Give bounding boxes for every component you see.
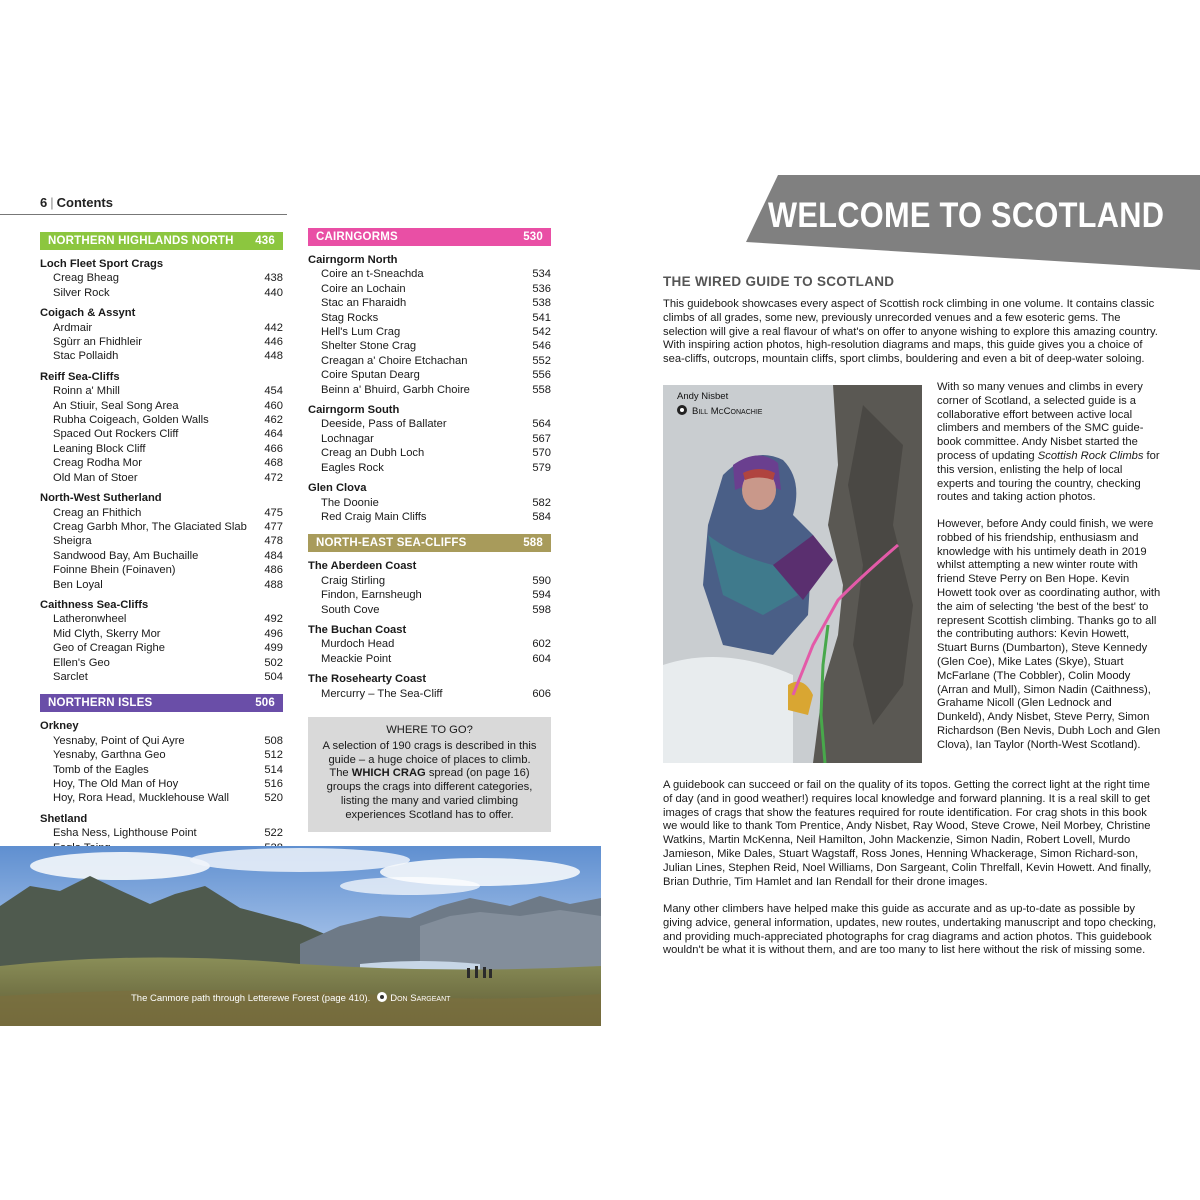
crag-entry <box>40 427 283 441</box>
crag-entry <box>40 748 283 762</box>
crag-page-number: 504 <box>264 670 283 683</box>
crag-page-number: 440 <box>264 286 283 299</box>
camera-icon <box>677 405 687 415</box>
where-to-go-title: WHERE TO GO? <box>386 724 473 736</box>
crag-name: Coire an Lochain <box>321 282 406 295</box>
crag-entry <box>40 471 283 485</box>
crag-name: Leaning Block Cliff <box>53 442 146 455</box>
crag-entry <box>40 534 283 548</box>
crag-entry <box>308 296 551 310</box>
crag-name: Creag an Fhithich <box>53 506 142 519</box>
crag-entry <box>40 321 283 335</box>
region-page-number: 506 <box>255 697 275 710</box>
area-title: Cairngorm South <box>308 404 400 417</box>
crag-entry <box>308 687 551 701</box>
photo-credit-photographer <box>677 405 762 417</box>
crag-name: Ardmair <box>53 321 93 334</box>
crag-page-number: 508 <box>264 734 283 747</box>
crag-name: Mercurry – The Sea-Cliff <box>321 687 443 700</box>
crag-name: Creag Bheag <box>53 272 119 285</box>
photo-credit-climber: Andy Nisbet <box>677 391 729 402</box>
page-number: 6 <box>40 195 48 210</box>
crag-name: Findon, Earnsheugh <box>321 589 422 602</box>
camera-icon <box>377 992 387 1002</box>
crag-name: Red Craig Main Cliffs <box>321 510 427 523</box>
crag-entry <box>308 588 551 602</box>
contents-column-2 <box>308 228 551 701</box>
page-section-label: Contents <box>56 195 113 210</box>
crag-page-number: 536 <box>532 282 551 295</box>
region-name: CAIRNGORMS <box>316 230 398 243</box>
crag-name: Hoy, Rora Head, Mucklehouse Wall <box>53 792 229 805</box>
crag-entry <box>308 339 551 353</box>
crag-entry <box>308 267 551 281</box>
crag-page-number: 486 <box>264 564 283 577</box>
area-title: The Aberdeen Coast <box>308 560 417 573</box>
area-title: Coigach & Assynt <box>40 307 136 320</box>
crag-page-number: 520 <box>264 792 283 805</box>
crag-name: Beinn a' Bhuird, Garbh Choire <box>321 383 470 396</box>
crag-page-number: 496 <box>264 627 283 640</box>
area-title: Cairngorm North <box>308 254 398 266</box>
crag-entry <box>308 432 551 446</box>
crag-page-number: 570 <box>532 447 551 460</box>
crag-name: Hoy, The Old Man of Hoy <box>53 778 179 790</box>
crag-page-number: 556 <box>532 369 551 382</box>
crag-page-number: 464 <box>264 428 283 441</box>
crag-entry <box>40 384 283 398</box>
crag-name: Yesnaby, Garthna Geo <box>53 749 166 762</box>
welcome-title: WELCOME TO SCOTLAND <box>768 196 1165 235</box>
crag-page-number: 477 <box>264 520 283 533</box>
region-name: NORTH-EAST SEA-CLIFFS <box>316 537 467 550</box>
crag-entry <box>40 763 283 777</box>
crag-entry <box>40 656 283 670</box>
crag-entry <box>40 349 283 363</box>
crag-entry <box>40 641 283 655</box>
section-heading: THE WIRED GUIDE TO SCOTLAND <box>663 274 895 289</box>
crag-entry <box>40 670 283 684</box>
area-title: Shetland <box>40 812 88 825</box>
crag-name: Sarclet <box>53 670 88 683</box>
crag-name: South Cove <box>321 603 380 616</box>
crag-page-number: 558 <box>532 383 551 396</box>
crag-page-number: 472 <box>264 471 283 484</box>
crag-entry <box>40 791 283 805</box>
side-paragraph-2: However, before Andy could finish, we were robbed of his friendship, enthusiasm and knowledge with his untimely death in 2019 whilst attempting a new winter route with friend Steve Perry on Ben Hope. Kevin Howett took over as coordinating author, with the aim of selecting 'the best of the best' to represent Scottish climbing. Thanks go to all the contributing authors: Kevin Howett, Stuart Burns (Dumbarton), Steve Kennedy (Glen Coe), Mike Lates (Skye), Stuart McFarlane (The Cobbler), Colin Moody (Arran and Mull), Simon Nadin (Caithness), Grahame Nicoll (Glen Lednock and Dunkeld), Andy Nisbet, Steve Perry, Simon Richardson (Ben Nevis, Dubh Loch and Glen Clova), Ian Taylor (North-West Scotland). <box>937 518 1161 751</box>
crag-entry <box>308 637 551 651</box>
topo-paragraph: A guidebook can succeed or fail on the quality of its topos. Getting the correct light at the right time of day (and in good weather!) requires local knowledge and forward planning. It is a real skill to get images of crags that show the features required for route identification. For crag shots in this book we would like to thank Tom Prentice, Andy Nisbet, Ray Wood, Steve Crowe, Neil Morbey, Christine Watkins, Martin McKenna, Neil Hamilton, John Mackenzie, Simon Nadin, Robert Lovell, Murdo Jamieson, Mike Dales, Stuart Wagstaff, Ross Jones, Henning Whackerage, Simon Richard-son, Julian Lines, Stephen Reid, Noel Williams, Don Sargeant, Colin Threlfall, Kevin Howett. And finally, Brian Duthrie, Tim Hamlet and Ian Rendall for their drone images. <box>663 779 1152 888</box>
crag-name: Sgùrr an Fhidhleir <box>53 336 142 349</box>
crag-page-number: 567 <box>532 432 551 445</box>
crag-page-number: 522 <box>264 827 283 840</box>
crag-page-number: 484 <box>264 549 283 562</box>
crag-name: Silver Rock <box>53 286 110 299</box>
thanks-paragraph: Many other climbers have helped make this guide as accurate and as up-to-date as possible by giving advice, general information, updates, new routes, undertaking manuscript and topo checking, and providing much-appreciated photographs for crag diagrams and action photos. This guidebook wouldn't be what it is without them, and are too many to list here without the risk of missing some. <box>663 903 1157 957</box>
crag-page-number: 442 <box>264 321 283 334</box>
crag-name: Coire Sputan Dearg <box>321 369 420 382</box>
crag-page-number: 512 <box>264 749 283 762</box>
page-header <box>40 195 113 210</box>
crag-entry <box>308 383 551 397</box>
crag-page-number: 460 <box>264 399 283 412</box>
crag-entry <box>308 325 551 339</box>
crag-page-number: 606 <box>532 687 551 700</box>
crag-name: Stac Pollaidh <box>53 350 119 363</box>
crag-page-number: 478 <box>264 535 283 548</box>
contents-column-1 <box>40 232 283 855</box>
crag-name: Ben Loyal <box>53 578 103 591</box>
crag-name: Tomb of the Eagles <box>53 763 149 776</box>
crag-name: Coire an t-Sneachda <box>321 268 424 281</box>
crag-page-number: 488 <box>264 578 283 591</box>
area-title: The Buchan Coast <box>308 623 407 636</box>
crag-name: Geo of Creagan Righe <box>53 642 165 655</box>
crag-name: Sandwood Bay, Am Buchaille <box>53 549 199 562</box>
crag-page-number: 584 <box>532 510 551 523</box>
crag-entry <box>308 417 551 431</box>
crag-entry <box>308 652 551 666</box>
region-header <box>308 534 551 552</box>
crag-page-number: 582 <box>532 496 551 509</box>
crag-entry <box>40 271 283 285</box>
region-name: NORTHERN ISLES <box>48 697 153 710</box>
crag-page-number: 604 <box>532 652 551 665</box>
crag-name: The Doonie <box>321 496 379 509</box>
crag-name: Eagles Rock <box>321 461 384 474</box>
side-paragraph-1: With so many venues and climbs in every corner of Scotland, a selected guide is a collaborative effort between active local climbers and members of the SMC guide-book committee. Andy Nisbet started the process of updating Scottish Rock Climbs for this version, enlisting the help of local experts and touring the country, checking routes and taking action photos. <box>937 381 1160 504</box>
crag-name: Yesnaby, Point of Qui Ayre <box>53 734 185 747</box>
region-gap <box>308 524 551 534</box>
crag-page-number: 594 <box>532 589 551 602</box>
crag-entry <box>308 282 551 296</box>
crag-name: Ellen's Geo <box>53 656 110 669</box>
crag-entry <box>40 734 283 748</box>
landscape-photographer: Don Sargeant <box>390 993 451 1004</box>
crag-page-number: 438 <box>264 272 283 285</box>
crag-entry <box>40 520 283 534</box>
region-name: NORTHERN HIGHLANDS NORTH <box>48 234 234 247</box>
crag-entry <box>40 442 283 456</box>
area-title: Loch Fleet Sport Crags <box>40 258 164 270</box>
crag-entry <box>40 286 283 300</box>
crag-name: Hell's Lum Crag <box>321 326 401 339</box>
crag-page-number: 514 <box>264 763 283 776</box>
crag-entry <box>40 549 283 563</box>
crag-entry <box>40 578 283 592</box>
crag-name: Mid Clyth, Skerry Mor <box>53 627 161 640</box>
crag-page-number: 466 <box>264 442 283 455</box>
climber-photo <box>663 385 922 763</box>
area-title: Reiff Sea-Cliffs <box>40 370 120 383</box>
crag-name: Murdoch Head <box>321 638 395 651</box>
crag-name: Creagan a' Choire Etchachan <box>321 354 468 367</box>
area-title: North-West Sutherland <box>40 492 162 505</box>
crag-page-number: 462 <box>264 414 283 427</box>
crag-name: Stag Rocks <box>321 311 379 324</box>
region-header <box>40 694 283 712</box>
crag-entry <box>308 368 551 382</box>
crag-page-number: 602 <box>532 638 551 651</box>
crag-page-number: 541 <box>532 311 551 324</box>
area-title: Glen Clova <box>308 482 367 495</box>
landscape-caption-text: The Canmore path through Letterewe Forest (page 410). <box>131 993 371 1004</box>
area-title: Orkney <box>40 720 79 733</box>
crag-name: Creag an Dubh Loch <box>321 447 425 460</box>
area-title: Caithness Sea-Cliffs <box>40 598 149 611</box>
crag-entry <box>40 335 283 349</box>
crag-entry <box>308 354 551 368</box>
crag-entry <box>308 461 551 475</box>
crag-entry <box>40 456 283 470</box>
crag-name: Shelter Stone Crag <box>321 340 417 353</box>
crag-page-number: 502 <box>264 656 283 669</box>
region-header <box>40 232 283 250</box>
crag-name: Sheigra <box>53 535 92 548</box>
crag-page-number: 542 <box>532 326 551 339</box>
crag-entry <box>40 627 283 641</box>
crag-page-number: 446 <box>264 336 283 349</box>
header-rule <box>0 214 287 215</box>
crag-name: Creag Rodha Mor <box>53 457 142 470</box>
region-header <box>308 228 551 246</box>
crag-entry <box>308 510 551 524</box>
crag-name: Old Man of Stoer <box>53 471 138 484</box>
crag-entry <box>40 506 283 520</box>
crag-page-number: 454 <box>264 385 283 398</box>
crag-entry <box>308 446 551 460</box>
crag-page-number: 598 <box>532 603 551 616</box>
crag-entry <box>40 413 283 427</box>
crag-page-number: 499 <box>264 642 283 655</box>
crag-page-number: 468 <box>264 457 283 470</box>
crag-name: Lochnagar <box>321 432 374 445</box>
crag-entry <box>40 399 283 413</box>
crag-name: Stac an Fharaidh <box>321 297 407 310</box>
where-to-go-box <box>308 717 551 832</box>
crag-page-number: 538 <box>532 297 551 310</box>
crag-page-number: 590 <box>532 574 551 587</box>
crag-entry <box>40 826 283 840</box>
crag-name: Creag Garbh Mhor, The Glaciated Slab <box>53 520 247 533</box>
crag-entry <box>308 496 551 510</box>
crag-entry <box>40 563 283 577</box>
crag-name: Craig Stirling <box>321 574 386 587</box>
crag-page-number: 546 <box>532 340 551 353</box>
crag-page-number: 448 <box>264 350 283 363</box>
crag-page-number: 534 <box>532 268 551 281</box>
region-gap <box>40 684 283 694</box>
crag-name: Meackie Point <box>321 652 392 665</box>
crag-name: Esha Ness, Lighthouse Point <box>53 827 197 840</box>
crag-entry <box>308 311 551 325</box>
crag-name: Foinne Bhein (Foinaven) <box>53 564 176 577</box>
crag-page-number: 516 <box>264 778 283 790</box>
crag-name: Latheronwheel <box>53 613 127 626</box>
crag-page-number: 552 <box>532 354 551 367</box>
climber-photographer: Bill McConachie <box>692 406 763 417</box>
crag-entry <box>40 612 283 626</box>
crag-entry <box>308 603 551 617</box>
header-separator: | <box>50 195 54 210</box>
crag-page-number: 564 <box>532 418 551 431</box>
where-to-go-text: A selection of 190 crags is described in this guide – a huge choice of places to climb. The WHICH CRAG spread (on page 16) groups the crags into different categories, listing the many and varied climbing experiences Scotland has to offer. <box>322 739 537 821</box>
landscape-photo-caption <box>131 992 450 1004</box>
region-page-number: 436 <box>255 234 275 247</box>
intro-paragraph: This guidebook showcases every aspect of Scottish rock climbing in one volume. It contains classic climbs of all grades, some new, previously unrecorded venues and a few esoteric gems. The selection will give a real flavour of what's on offer to anyone wishing to explore this amazing country. With inspiring action photos, high-resolution diagrams and maps, this guide gives you a choice of sea-cliffs, outcrops, mountain cliffs, sport climbs, bouldering and even a bit of deep-water soloing. <box>663 298 1158 366</box>
region-page-number: 530 <box>523 230 543 243</box>
crag-name: An Stiuir, Seal Song Area <box>53 399 179 412</box>
crag-entry <box>40 777 283 791</box>
crag-entry <box>308 574 551 588</box>
region-page-number: 588 <box>523 537 543 550</box>
crag-name: Roinn a' Mhill <box>53 385 120 398</box>
crag-name: Deeside, Pass of Ballater <box>321 418 447 431</box>
crag-name: Spaced Out Rockers Cliff <box>53 428 179 441</box>
crag-name: Rubha Coigeach, Golden Walls <box>53 414 209 427</box>
crag-page-number: 579 <box>532 461 551 474</box>
crag-page-number: 475 <box>264 506 283 519</box>
area-title: The Rosehearty Coast <box>308 673 427 686</box>
crag-page-number: 492 <box>264 613 283 626</box>
